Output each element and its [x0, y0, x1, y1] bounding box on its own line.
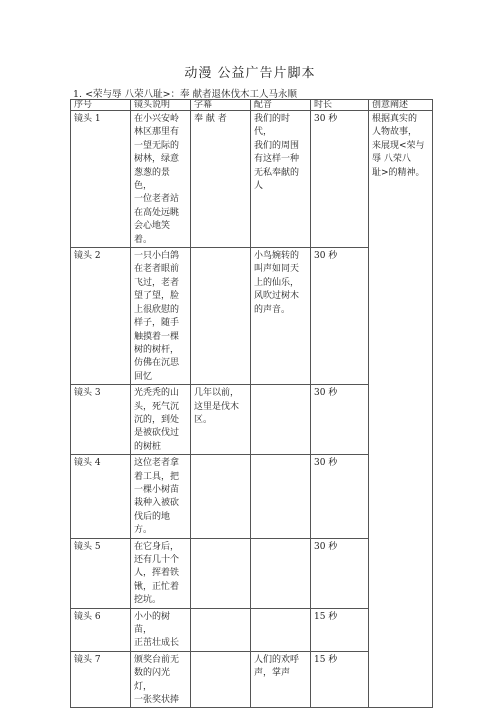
shot-number: 镜头 4 [71, 455, 131, 538]
document-title: 动漫 公益广告片脚本 [184, 66, 316, 81]
shot-duration: 30 秒 [311, 455, 369, 538]
header-voice: 配音 [251, 100, 311, 111]
shot-description: 在它身后， 还有几十个 人，挥着铁 锹，正忙着 挖坑。 [131, 538, 191, 608]
shot-voiceover [251, 538, 311, 608]
header-creative: 创意阐述 [369, 100, 433, 111]
shot-description: 一只小白鸽 在老者眼前 飞过，老者 望了望，脸 上很欣慰的 样子，随手 触摸着一棵 树的树杆， 仿佛在沉思 回忆 [131, 248, 191, 385]
shot-caption: 几年以前， 这里是伐木 区。 [191, 385, 251, 455]
shot-duration: 30 秒 [311, 385, 369, 455]
shot-caption: 奉 献 者 [191, 111, 251, 248]
header-desc: 镜头说明 [131, 100, 191, 111]
table-row [71, 111, 433, 248]
shot-voiceover: 人们的欢呼 声，掌声 [251, 651, 311, 708]
table-header-row [71, 100, 433, 111]
shot-description: 这位老者拿 着工具，把 一棵小树苗 栽种入被砍 伐后的地方。 [131, 455, 191, 538]
shot-number: 镜头 2 [71, 248, 131, 385]
section-subtitle: 1. <荣与辱 八荣八耻>：奉 献者退休伐木工人马永顺 [73, 89, 298, 100]
header-duration: 时长 [311, 100, 369, 111]
shot-number: 镜头 3 [71, 385, 131, 455]
shot-voiceover [251, 608, 311, 651]
shot-caption [191, 248, 251, 385]
header-seq: 序号 [71, 100, 131, 111]
shot-number: 镜头 5 [71, 538, 131, 608]
shot-voiceover: 我们的时代， 我们的周围 有这样一种 无私奉献的 人 [251, 111, 311, 248]
shot-description: 小小的树苗， 正茁壮成长 [131, 608, 191, 651]
shot-duration: 15 秒 [311, 608, 369, 651]
shot-duration: 30 秒 [311, 111, 369, 248]
shot-description: 光秃秃的山 头，死气沉 沉的，到处 是被砍伐过 的树桩 [131, 385, 191, 455]
shot-description: 在小兴安岭 林区那里有 一望无际的 树林，绿意 葱葱的景色， 一位老者站 在高处远眺 会心地笑着。 [131, 111, 191, 248]
shot-description: 颁奖台前无 数的闪光灯， 一张奖状捧 [131, 651, 191, 708]
shot-caption [191, 608, 251, 651]
shot-voiceover [251, 455, 311, 538]
shot-duration: 30 秒 [311, 538, 369, 608]
script-table [70, 99, 433, 708]
shot-voiceover [251, 385, 311, 455]
shot-voiceover: 小鸟婉转的 叫声如同天 上的仙乐， 风吹过树木 的声音。 [251, 248, 311, 385]
header-caption: 字幕 [191, 100, 251, 111]
shot-duration: 15 秒 [311, 651, 369, 708]
shot-number: 镜头 6 [71, 608, 131, 651]
shot-number: 镜头 1 [71, 111, 131, 248]
shot-caption [191, 651, 251, 708]
shot-duration: 30 秒 [311, 248, 369, 385]
shot-number: 镜头 7 [71, 651, 131, 708]
creative-note: 根据真实的 人物故事， 来展现<荣与 辱 八荣八 耻>的精神。 [369, 111, 433, 708]
shot-caption [191, 538, 251, 608]
shot-caption [191, 455, 251, 538]
